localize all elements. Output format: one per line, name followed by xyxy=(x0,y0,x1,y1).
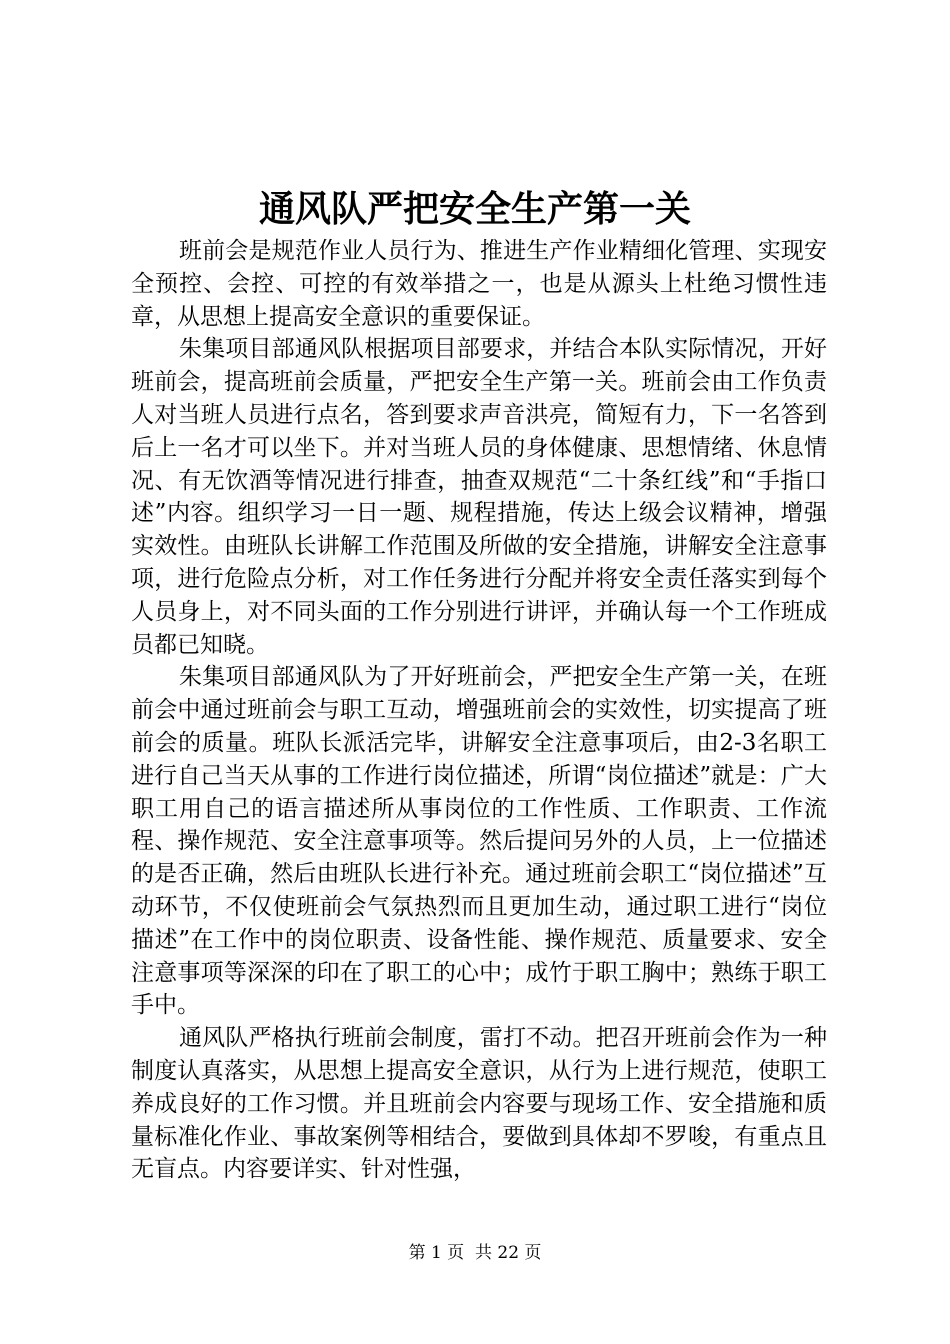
page-number-footer: 第 1 页 共 22 页 xyxy=(408,1243,542,1263)
document-body xyxy=(131,235,827,1186)
document-title: 通风队严把安全生产第一关 xyxy=(258,188,691,230)
paragraph-3: 朱集项目部通风队为了开好班前会，严把安全生产第一关，在班前会中通过班前会与职工互动，增强班前会的实效性，切实提高了班前会的质量。班队长派活完毕，讲解安全注意事项后，由2-3名职工进行自己当天从事的工作进行岗位描述，所谓“岗位描述”就是：广大职工用自己的语言描述所从事岗位的工作性质、工作职责、工作流程、操作规范、安全注意事项等。然后提问另外的人员，上一位描述的是否正确，然后由班队长进行补充。通过班前会职工“岗位描述”互动环节，不仅使班前会气氛热烈而且更加生动，通过职工进行“岗位描述”在工作中的岗位职责、设备性能、操作规范、质量要求、安全注意事项等深深的印在了职工的心中；成竹于职工胸中；熟练于职工手中。 xyxy=(131,664,827,1019)
paragraph-2: 朱集项目部通风队根据项目部要求，并结合本队实际情况，开好班前会，提高班前会质量，严把安全生产第一关。班前会由工作负责人对当班人员进行点名，答到要求声音洪亮，简短有力，下一名答到后上一名才可以坐下。并对当班人员的身体健康、思想情绪、休息情况、有无饮酒等情况进行排查，抽查双规范“二十条红线”和“手指口述”内容。组织学习一日一题、规程措施，传达上级会议精神，增强实效性。由班队长讲解工作范围及所做的安全措施，讲解安全注意事项，进行危险点分析，对工作任务进行分配并将安全责任落实到每个人员身上，对不同头面的工作分别进行讲评，并确认每一个工作班成员都已知晓。 xyxy=(131,336,827,658)
paragraph-4: 通风队严格执行班前会制度，雷打不动。把召开班前会作为一种制度认真落实，从思想上提高安全意识，从行为上进行规范，使职工养成良好的工作习惯。并且班前会内容要与现场工作、安全措施和质量标准化作业、事故案例等相结合，要做到具体却不罗唆，有重点且无盲点。内容要详实、针对性强， xyxy=(131,1025,827,1183)
paragraph-1: 班前会是规范作业人员行为、推进生产作业精细化管理、实现安全预控、会控、可控的有效举措之一，也是从源头上杜绝习惯性违章，从思想上提高安全意识的重要保证。 xyxy=(131,238,827,330)
